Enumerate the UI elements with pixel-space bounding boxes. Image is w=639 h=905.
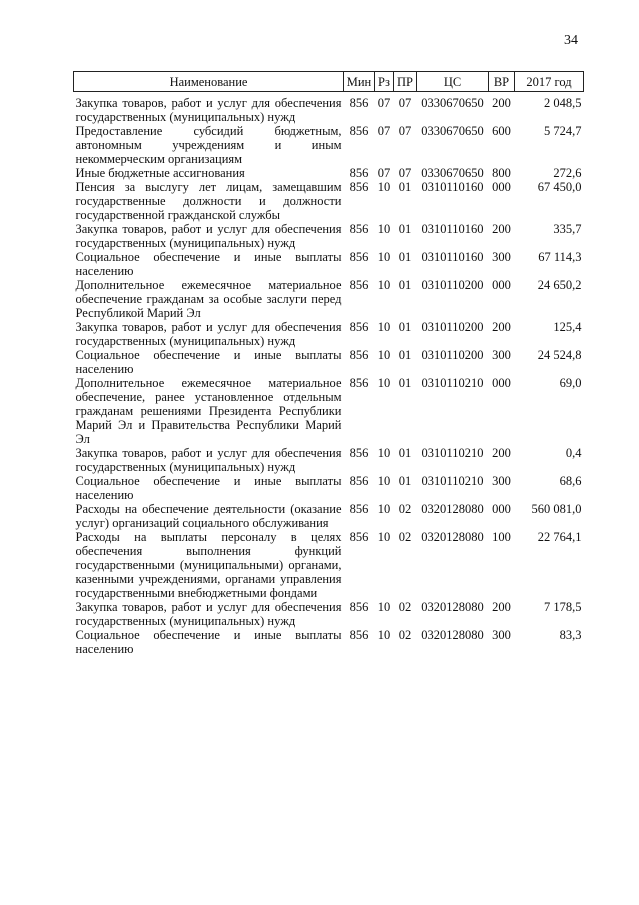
table-row: [74, 600, 584, 628]
row-min: 856: [349, 348, 369, 362]
row-cs: 0310110210: [421, 376, 484, 390]
row-vr: 600: [492, 124, 511, 138]
row-amount: 0,4: [565, 446, 582, 460]
row-vr: 200: [492, 96, 511, 110]
header-rz: Рз: [375, 72, 394, 92]
header-pr: ПР: [394, 72, 417, 92]
row-pr: 01: [398, 348, 412, 362]
table-row: [74, 250, 584, 278]
row-cs: 0330670650: [421, 124, 484, 138]
row-name: Пенсия за выслугу лет лицам, замещавшим государственные должности и должности государственной гражданской службы: [75, 180, 342, 222]
table-row: [74, 92, 584, 125]
row-vr: 000: [492, 376, 511, 390]
row-pr: 01: [398, 474, 412, 488]
row-name: Предоставление субсидий бюджетным, автономным учреждениям и иным некоммерческим организациям: [75, 124, 342, 166]
row-name: Социальное обеспечение и иные выплаты населению: [75, 628, 342, 656]
row-vr: 100: [492, 530, 511, 544]
row-amount: 68,6: [559, 474, 582, 488]
table-row: [74, 222, 584, 250]
row-min: 856: [349, 250, 369, 264]
row-min: 856: [349, 166, 369, 180]
row-pr: 07: [398, 96, 412, 110]
row-rz: 10: [377, 250, 391, 264]
row-amount: 7 178,5: [544, 600, 582, 614]
row-amount: 2 048,5: [544, 96, 582, 110]
row-min: 856: [349, 530, 369, 544]
row-min: 856: [349, 600, 369, 614]
table-row: [74, 320, 584, 348]
row-cs: 0310110160: [421, 180, 484, 194]
row-amount: 83,3: [559, 628, 582, 642]
row-rz: 10: [377, 376, 391, 390]
row-cs: 0330670650: [421, 166, 484, 180]
row-min: 856: [349, 180, 369, 194]
row-rz: 10: [377, 278, 391, 292]
row-name: Закупка товаров, работ и услуг для обеспечения государственных (муниципальных) нужд: [75, 320, 342, 348]
row-vr: 000: [492, 502, 511, 516]
row-rz: 10: [377, 502, 391, 516]
row-pr: 01: [398, 376, 412, 390]
row-pr: 07: [398, 124, 412, 138]
row-name: Иные бюджетные ассигнования: [75, 166, 245, 180]
row-min: 856: [349, 96, 369, 110]
row-min: 856: [349, 124, 369, 138]
row-amount: 125,4: [553, 320, 582, 334]
row-amount: 22 764,1: [537, 530, 582, 544]
table-row: [74, 166, 584, 180]
header-name: Наименование: [74, 72, 344, 92]
header-vr: ВР: [489, 72, 515, 92]
row-name: Закупка товаров, работ и услуг для обеспечения государственных (муниципальных) нужд: [75, 222, 342, 250]
row-vr: 200: [492, 222, 511, 236]
table-row: [74, 502, 584, 530]
row-amount: 5 724,7: [544, 124, 582, 138]
row-vr: 800: [492, 166, 511, 180]
row-min: 856: [349, 628, 369, 642]
row-vr: 300: [492, 348, 511, 362]
row-rz: 10: [377, 474, 391, 488]
row-name: Расходы на выплаты персоналу в целях обеспечения выполнения функций государственными (муниципальными) органами, казенными учреждениями, органами управления государственными внебюджетными фондами: [75, 530, 342, 600]
row-amount: 67 450,0: [537, 180, 582, 194]
row-min: 856: [349, 376, 369, 390]
row-amount: 335,7: [553, 222, 582, 236]
row-cs: 0310110210: [421, 446, 484, 460]
row-min: 856: [349, 474, 369, 488]
row-pr: 02: [398, 530, 412, 544]
row-name: Закупка товаров, работ и услуг для обеспечения государственных (муниципальных) нужд: [75, 96, 342, 124]
row-vr: 200: [492, 320, 511, 334]
table-header-row: [74, 72, 584, 92]
row-vr: 200: [492, 446, 511, 460]
row-name: Социальное обеспечение и иные выплаты населению: [75, 348, 342, 376]
row-pr: 02: [398, 628, 412, 642]
row-pr: 01: [398, 222, 412, 236]
row-vr: 300: [492, 250, 511, 264]
row-name: Дополнительное ежемесячное материальное обеспечение гражданам за особые заслуги перед Республикой Марий Эл: [75, 278, 342, 320]
row-pr: 01: [398, 180, 412, 194]
row-amount: 272,6: [553, 166, 582, 180]
row-name: Закупка товаров, работ и услуг для обеспечения государственных (муниципальных) нужд: [75, 600, 342, 628]
row-cs: 0310110160: [421, 250, 484, 264]
header-cs: ЦС: [417, 72, 489, 92]
row-name: Дополнительное ежемесячное материальное обеспечение, ранее установленное отдельным гражданам решениями Президента Республики Марий Эл и Правительства Республики Марий Эл: [75, 376, 342, 446]
table-row: [74, 530, 584, 600]
table-row: [74, 124, 584, 166]
row-min: 856: [349, 278, 369, 292]
row-cs: 0320128080: [421, 530, 484, 544]
row-rz: 10: [377, 628, 391, 642]
row-amount: 560 081,0: [531, 502, 582, 516]
row-min: 856: [349, 222, 369, 236]
table-row: [74, 376, 584, 446]
row-rz: 07: [377, 166, 391, 180]
row-pr: 02: [398, 502, 412, 516]
row-amount: 24 524,8: [537, 348, 582, 362]
table-row: [74, 474, 584, 502]
row-vr: 000: [492, 278, 511, 292]
row-pr: 02: [398, 600, 412, 614]
table-row: [74, 628, 584, 656]
row-amount: 69,0: [559, 376, 582, 390]
row-pr: 07: [398, 166, 412, 180]
row-vr: 300: [492, 474, 511, 488]
row-min: 856: [349, 320, 369, 334]
row-pr: 01: [398, 320, 412, 334]
page-number: 34: [564, 33, 578, 48]
row-rz: 10: [377, 320, 391, 334]
row-vr: 200: [492, 600, 511, 614]
row-min: 856: [349, 502, 369, 516]
row-min: 856: [349, 446, 369, 460]
row-rz: 10: [377, 600, 391, 614]
row-name: Социальное обеспечение и иные выплаты населению: [75, 474, 342, 502]
row-name: Расходы на обеспечение деятельности (оказание услуг) организаций социального обслуживания: [75, 502, 342, 530]
row-cs: 0320128080: [421, 600, 484, 614]
row-amount: 67 114,3: [538, 250, 582, 264]
table-row: [74, 180, 584, 222]
row-cs: 0310110200: [421, 278, 484, 292]
row-cs: 0310110160: [421, 222, 484, 236]
header-min: Мин: [344, 72, 375, 92]
row-rz: 07: [377, 124, 391, 138]
row-rz: 10: [377, 348, 391, 362]
table-row: [74, 278, 584, 320]
row-cs: 0310110200: [421, 320, 484, 334]
row-rz: 10: [377, 446, 391, 460]
row-rz: 10: [377, 180, 391, 194]
row-name: Закупка товаров, работ и услуг для обеспечения государственных (муниципальных) нужд: [75, 446, 342, 474]
row-rz: 10: [377, 530, 391, 544]
row-pr: 01: [398, 446, 412, 460]
row-vr: 300: [492, 628, 511, 642]
row-name: Социальное обеспечение и иные выплаты населению: [75, 250, 342, 278]
row-rz: 07: [377, 96, 391, 110]
row-pr: 01: [398, 278, 412, 292]
row-cs: 0310110200: [421, 348, 484, 362]
table-row: [74, 446, 584, 474]
row-vr: 000: [492, 180, 511, 194]
row-cs: 0320128080: [421, 502, 484, 516]
row-amount: 24 650,2: [537, 278, 582, 292]
row-rz: 10: [377, 222, 391, 236]
budget-table: [73, 71, 584, 656]
row-cs: 0320128080: [421, 628, 484, 642]
table-row: [74, 348, 584, 376]
table-body: [74, 92, 584, 657]
row-pr: 01: [398, 250, 412, 264]
header-year: 2017 год: [515, 72, 584, 92]
row-cs: 0310110210: [421, 474, 484, 488]
row-cs: 0330670650: [421, 96, 484, 110]
